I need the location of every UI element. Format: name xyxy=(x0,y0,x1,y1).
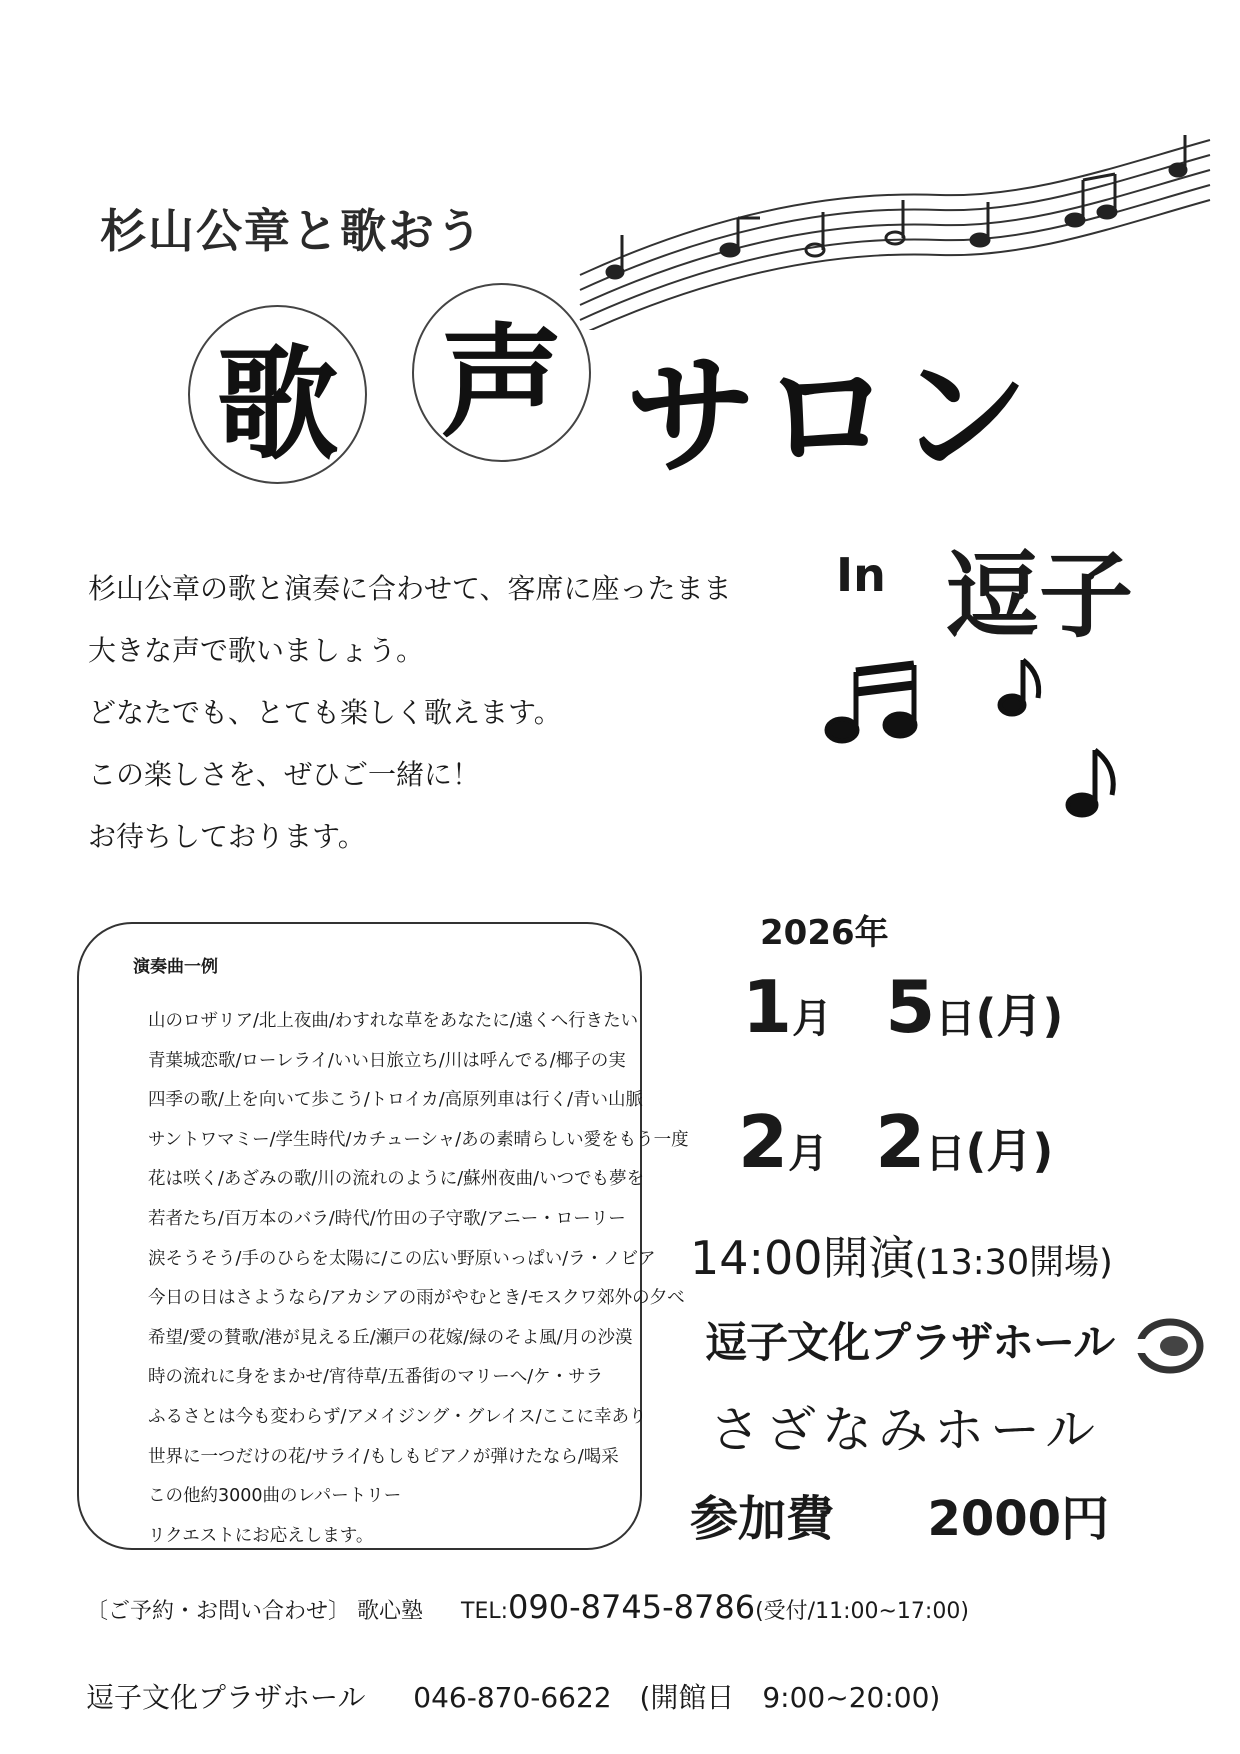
date-month-unit: 月 xyxy=(788,1131,829,1177)
tel-label: TEL: xyxy=(461,1599,509,1624)
fee-amount: 2000円 xyxy=(927,1491,1110,1547)
date-month-unit: 月 xyxy=(792,996,833,1042)
song-line: 涙そうそう/手のひらを太陽に/この広い野原いっぱい/ラ・ノビア xyxy=(148,1248,656,1269)
song-line: 若者たち/百万本のバラ/時代/竹田の子守歌/アニー・ローリー xyxy=(148,1208,626,1229)
event-year: 2026年 xyxy=(760,913,889,953)
event-date-2 xyxy=(738,1100,1053,1184)
start-time: 14:00開演 xyxy=(690,1231,915,1285)
song-line: 青葉城恋歌/ローレライ/いい日旅立ち/川は呼んでる/椰子の実 xyxy=(148,1050,626,1071)
song-list xyxy=(148,1002,689,1556)
song-line: 世界に一つだけの花/サライ/もしもピアノが弾けたなら/喝采 xyxy=(148,1446,619,1467)
venue-footer-hours: (開館日 9:00~20:00) xyxy=(639,1681,941,1714)
venue-logo-icon xyxy=(1134,1317,1206,1375)
participation-fee xyxy=(690,1480,1109,1549)
song-list-heading: 演奏曲一例 xyxy=(133,957,218,977)
contact-tel[interactable]: 090-8745-8786 xyxy=(508,1588,756,1626)
song-line: 時の流れに身をまかせ/宵待草/五番街のマリーへ/ケ・サラ xyxy=(148,1367,604,1388)
song-line: ふるさとは今も変わらず/アメイジング・グレイス/ここに幸あり xyxy=(148,1406,647,1427)
song-line: サントワマミー/学生時代/カチューシャ/あの素晴らしい愛をもう一度 xyxy=(148,1129,689,1150)
music-staff-decoration xyxy=(560,130,1220,330)
date-weekday: (月) xyxy=(975,989,1064,1043)
date-day-unit: 日 xyxy=(925,1131,966,1177)
contact-org: 歌心塾 xyxy=(357,1599,424,1624)
date-day: 5 xyxy=(885,965,936,1049)
song-line: 希望/愛の賛歌/港が見える丘/瀬戸の花嫁/緑のそよ風/月の沙漠 xyxy=(148,1327,633,1348)
title-circle-1 xyxy=(188,305,367,484)
date-day-unit: 日 xyxy=(935,996,976,1042)
subtitle: 杉山公章と歌おう xyxy=(100,204,484,258)
intro-line: どなたでも、とても楽しく歌えます。 xyxy=(88,696,562,729)
venue-footer xyxy=(86,1676,940,1716)
intro-line: お待ちしております。 xyxy=(88,820,366,853)
venue-text: 逗子文化プラザホール xyxy=(705,1318,1115,1367)
intro-line: 杉山公章の歌と演奏に合わせて、客席に座ったまま xyxy=(88,572,732,605)
event-time xyxy=(690,1222,1113,1288)
song-line: 今日の日はさようなら/アカシアの雨がやむとき/モスクワ郊外の夕べ xyxy=(148,1288,685,1309)
date-month: 1 xyxy=(742,965,793,1049)
place-title: 逗子 xyxy=(945,542,1134,651)
open-time: (13:30開場) xyxy=(914,1243,1113,1283)
date-month: 2 xyxy=(738,1100,789,1184)
song-line: 四季の歌/上を向いて歩こう/トロイカ/高原列車は行く/青い山脈 xyxy=(148,1090,644,1111)
hall-name: さざなみホール xyxy=(710,1401,1101,1459)
fee-label: 参加費 xyxy=(690,1491,835,1547)
song-line: リクエストにお応えします。 xyxy=(148,1525,374,1546)
song-line: 花は咲く/あざみの歌/川の流れのように/蘇州夜曲/いつでも夢を xyxy=(148,1169,645,1190)
intro-line: この楽しさを、ぜひご一緒に！ xyxy=(88,758,481,791)
contact-label: 〔ご予約・お問い合わせ〕 xyxy=(86,1599,351,1624)
venue-footer-tel[interactable]: 046-870-6622 xyxy=(413,1681,612,1714)
in-label: In xyxy=(836,548,886,602)
intro-line: 大きな声で歌いましょう。 xyxy=(88,634,425,667)
title-rest: サロン xyxy=(625,340,1033,494)
song-line: この他約3000曲のレパートリー xyxy=(148,1486,402,1507)
title-char-1: 歌 xyxy=(216,334,339,476)
contact-line xyxy=(86,1588,969,1626)
song-line: 山のロザリア/北上夜曲/わすれな草をあなたに/遠くへ行きたい xyxy=(148,1011,639,1031)
title-circle-2 xyxy=(412,283,591,462)
date-day: 2 xyxy=(875,1100,926,1184)
venue-footer-name: 逗子文化プラザホール xyxy=(86,1681,366,1714)
event-date-1 xyxy=(742,965,1063,1049)
music-notes-icon xyxy=(820,650,1140,830)
intro-text xyxy=(88,558,731,868)
contact-hours: (受付/11:00~17:00) xyxy=(755,1599,969,1624)
venue-name xyxy=(705,1310,1206,1375)
title-char-2: 声 xyxy=(440,312,563,454)
date-weekday: (月) xyxy=(965,1124,1054,1178)
